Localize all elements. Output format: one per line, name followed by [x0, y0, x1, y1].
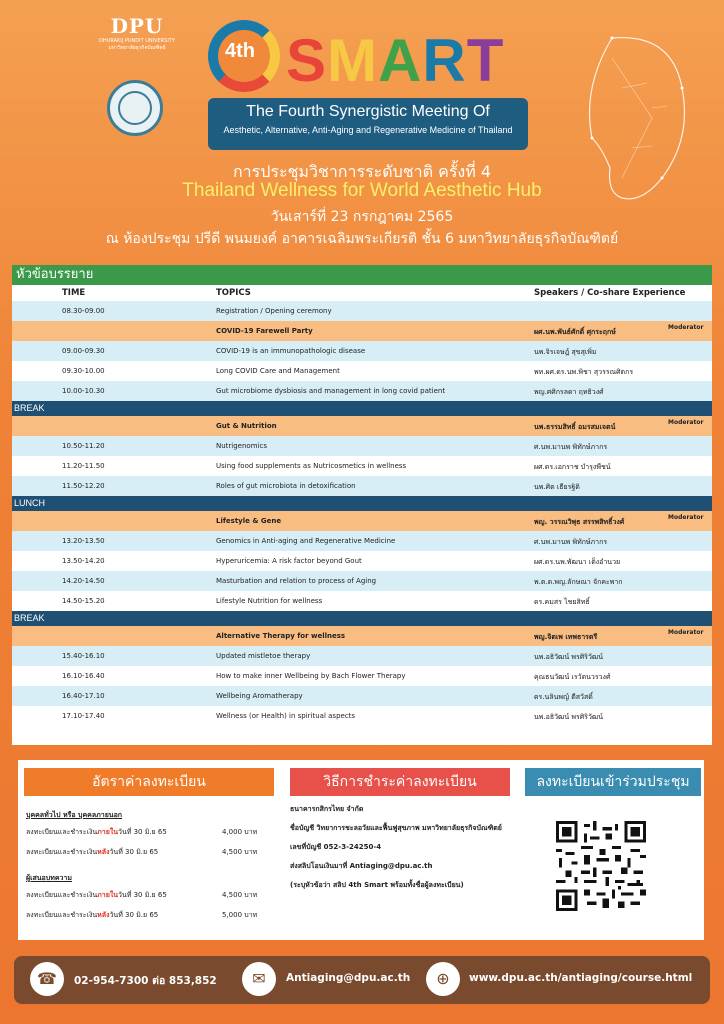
globe-icon: ⊕: [426, 962, 460, 996]
row-topic: Wellness (or Health) in spiritual aspects: [216, 712, 356, 720]
row-speaker: นพ.อธิวัฒน์ พรศิริวัฒน์: [534, 713, 603, 721]
schedule-column-headers: [12, 285, 712, 301]
row-topic: Alternative Therapy for wellness: [216, 632, 346, 640]
fee-label: ลงทะเบียนและชำระเงินภายในวันที่ 30 มิ.ย 65: [26, 828, 167, 836]
dpu-logo-text: DPU: [110, 14, 164, 38]
schedule-row: [12, 646, 712, 666]
row-speaker: นพ.ธรรมสิทธิ์ อมรสมเจตน์: [534, 423, 616, 431]
schedule-row: [12, 301, 712, 321]
row-time: 10.50-11.20: [62, 442, 105, 450]
row-topic: Long COVID Care and Management: [216, 367, 340, 375]
fee-line: [26, 827, 286, 847]
schedule-row: [12, 341, 712, 361]
row-topic: Lifestyle & Gene: [216, 517, 282, 525]
row-topic: Hyperuricemia: A risk factor beyond Gout: [216, 557, 362, 565]
schedule-row: [12, 531, 712, 551]
medicine-seal-logo: [107, 80, 163, 136]
row-topic: Genomics in Anti-aging and Regenerative Medicine: [216, 537, 396, 545]
moderator-tag: Moderator: [668, 514, 704, 521]
account-name: ชื่อบัญชี วิทยาการชะลอวัยและฟื้นฟูสุขภาพ มหาวิทยาลัยธุรกิจบัณฑิตย์: [290, 824, 502, 832]
header: [0, 0, 724, 262]
schedule-row: [12, 571, 712, 591]
smart-letter-m: M: [327, 27, 379, 94]
row-topic: Roles of gut microbiota in detoxification: [216, 482, 356, 490]
row-time: 11.50-12.20: [62, 482, 105, 490]
registration-qr-code[interactable]: [556, 808, 646, 924]
bank-name: ธนาคารกสิกรไทย จำกัด: [290, 805, 364, 813]
schedule-heading: หัวข้อบรรยาย: [12, 265, 712, 285]
schedule-row: [12, 361, 712, 381]
moderator-tag: Moderator: [668, 629, 704, 636]
break-row: BREAK: [12, 401, 712, 416]
row-topic: COVID-19 is an immunopathologic disease: [216, 347, 366, 355]
row-topic: Registration / Opening ceremony: [216, 307, 332, 315]
payment-title: วิธีการชำระค่าลงทะเบียน: [290, 768, 510, 796]
website-link[interactable]: www.dpu.ac.th/antiaging/course.html: [469, 972, 693, 984]
fee-line: [26, 890, 286, 910]
row-speaker: พญ.จิตเพ เทพธารตรี: [534, 633, 598, 641]
fee-label: ลงทะเบียนและชำระเงินหลังวันที่ 30 มิ.ย 65: [26, 848, 159, 856]
smart-letter-s: S: [286, 27, 328, 94]
thai-title: การประชุมวิชาการระดับชาติ ครั้งที่ 4: [232, 162, 492, 181]
phone-icon: ☎: [30, 962, 64, 996]
row-topic: How to make inner Wellbeing by Bach Flower Therapy: [216, 672, 406, 680]
schedule-row: [12, 591, 712, 611]
row-speaker: นพ.อธิวัฒน์ พรศิริวัฒน์: [534, 653, 603, 661]
schedule-row: [12, 436, 712, 456]
row-topic: Nutrigenomics: [216, 442, 267, 450]
row-speaker: นพ.จิรเจษฎ์ สุขสุเพิ่ม: [534, 348, 597, 356]
row-speaker: ดร.นลินพญ์ ตีสวัสดิ์: [534, 693, 593, 701]
row-speaker: ดร.คมสร ไชยสิทธิ์: [534, 598, 590, 606]
schedule-row: [12, 666, 712, 686]
row-speaker: ผศ.ดร.นพ.พัฒนา เต็งอำนวย: [534, 558, 621, 566]
row-topic: Updated mistletoe therapy: [216, 652, 311, 660]
schedule-table: [12, 265, 712, 745]
payment-info: [290, 804, 510, 899]
row-time: 14.50-15.20: [62, 597, 105, 605]
row-speaker: ผศ.นพ.พันธ์ศักดิ์ ศุกระฤกษ์: [534, 328, 616, 336]
row-time: 15.40-16.10: [62, 652, 105, 660]
col-topics: TOPICS: [216, 288, 251, 298]
row-time: 16.40-17.10: [62, 692, 105, 700]
row-speaker: พ.ต.ต.พญ.ลักษณา จักคะพาก: [534, 578, 623, 586]
row-speaker: คุณธนวัฒน์ เรวัตนวรวงศ์: [534, 673, 611, 681]
smart-letter-r: R: [422, 27, 467, 94]
fee-amount: 5,000 บาท: [222, 911, 258, 919]
dpu-logo-sub: DHURAKIJ PUNDIT UNIVERSITY: [99, 38, 175, 44]
synergy-banner: [208, 98, 528, 150]
row-speaker: ศ.นพ.มานพ พิทักษ์ภากร: [534, 443, 608, 451]
schedule-body: [12, 301, 712, 726]
moderator-tag: Moderator: [668, 324, 704, 331]
event-venue: ณ ห้องประชุม ปรีดี พนมยงค์ อาคารเฉลิมพระเกียรติ ชั้น 6 มหาวิทยาลัยธุรกิจบัณฑิตย์: [105, 231, 619, 247]
smart-letter-a: A: [378, 27, 423, 94]
schedule-row: [12, 706, 712, 726]
footer-contact-bar: [14, 956, 710, 1004]
schedule-row: [12, 476, 712, 496]
schedule-row: [12, 381, 712, 401]
session-header-row: [12, 626, 712, 646]
break-row: BREAK: [12, 611, 712, 626]
dpu-logo: [92, 14, 182, 64]
row-topic: Gut microbiome dysbiosis and management in long covid patient: [216, 387, 446, 395]
row-topic: Masturbation and relation to process of Aging: [216, 577, 377, 585]
row-speaker: ศ.นพ.มานพ พิทักษ์ภากร: [534, 538, 608, 546]
row-time: 13.20-13.50: [62, 537, 105, 545]
row-topic: Gut & Nutrition: [216, 422, 277, 430]
session-header-row: [12, 511, 712, 531]
fee-amount: 4,500 บาท: [222, 848, 258, 856]
row-time: 14.20-14.50: [62, 577, 105, 585]
row-time: 13.50-14.20: [62, 557, 105, 565]
row-time: 09.00-09.30: [62, 347, 105, 355]
session-header-row: [12, 321, 712, 341]
fees-list: [26, 804, 286, 930]
row-speaker: ผศ.ดร.เอกราช บำรุงพืชน์: [534, 463, 611, 471]
fee-label: ลงทะเบียนและชำระเงินหลังวันที่ 30 มิ.ย 65: [26, 911, 159, 919]
schedule-row: [12, 686, 712, 706]
english-title: Thailand Wellness for World Aesthetic Hub: [182, 180, 542, 201]
row-time: 17.10-17.40: [62, 712, 105, 720]
seal-inner-ring: [118, 91, 152, 125]
row-speaker: พท.ผศ.ดร.นพ.พิชา สุวรรณศิตกร: [534, 368, 634, 376]
row-topic: Lifestyle Nutrition for wellness: [216, 597, 323, 605]
schedule-row: [12, 456, 712, 476]
row-topic: COVID-19 Farewell Party: [216, 327, 313, 335]
break-row: LUNCH: [12, 496, 712, 511]
smart-logo: [286, 26, 504, 95]
row-time: 10.00-10.30: [62, 387, 105, 395]
row-time: 16.10-16.40: [62, 672, 105, 680]
event-date: วันเสาร์ที่ 23 กรกฎาคม 2565: [270, 209, 454, 225]
registration-section: [18, 760, 704, 940]
smart-letter-t: T: [466, 27, 505, 94]
row-speaker: พญ.ศศิกรลดา ฤทธิวงศ์: [534, 388, 604, 396]
fee-group-presenter: ผู้เสนอบทความ: [26, 874, 72, 882]
dpu-logo-thai: มหาวิทยาลัยธุรกิจบัณฑิตย์: [108, 45, 166, 51]
schedule-row: [12, 551, 712, 571]
phone-number[interactable]: 02-954-7300 ต่อ 853,852: [74, 975, 217, 987]
synergy-title: The Fourth Synergistic Meeting Of: [246, 103, 490, 120]
moderator-tag: Moderator: [668, 419, 704, 426]
row-time: 09.30-10.00: [62, 367, 105, 375]
send-slip-instruction: ส่งสลิปโอนเงินมาที่ Antiaging@dpu.ac.th: [290, 862, 433, 870]
row-speaker: พญ. วรรณวิพุธ สรรพสิทธิ์วงศ์: [534, 518, 625, 526]
row-topic: Wellbeing Aromatherapy: [216, 692, 303, 700]
fee-line: [26, 910, 286, 930]
register-title: ลงทะเบียนเข้าร่วมประชุม: [525, 768, 701, 796]
mail-icon: ✉: [242, 962, 276, 996]
fee-line: [26, 847, 286, 867]
fee-label: ลงทะเบียนและชำระเงินภายในวันที่ 30 มิ.ย 65: [26, 891, 167, 899]
col-time: TIME: [62, 288, 86, 298]
account-number: เลขที่บัญชี 052-3-24250-4: [290, 843, 382, 851]
row-speaker: นพ.ศิต เธียรฐิติ: [534, 483, 580, 491]
row-topic: Using food supplements as Nutricosmetics in wellness: [216, 462, 407, 470]
row-time: 08.30-09.00: [62, 307, 105, 315]
row-time: 11.20-11.50: [62, 462, 105, 470]
fee-group-general: บุคคลทั่วไป หรือ บุคคลภายนอก: [26, 811, 123, 819]
col-speakers: Speakers / Co-share Experience: [534, 288, 686, 298]
fee-amount: 4,000 บาท: [222, 828, 258, 836]
synergy-subtitle: Aesthetic, Alternative, Anti-Aging and Regenerative Medicine of Thailand: [223, 125, 513, 135]
session-header-row: [12, 416, 712, 436]
fee-amount: 4,500 บาท: [222, 891, 258, 899]
fees-title: อัตราค่าลงทะเบียน: [24, 768, 274, 796]
email-link[interactable]: Antiaging@dpu.ac.th: [286, 972, 411, 984]
fourth-badge-text: 4th: [225, 40, 255, 62]
slip-note: (ระบุหัวข้อว่า สลิป 4th Smart พร้อมทั้งชื่อผู้ลงทะเบียน): [290, 881, 464, 889]
